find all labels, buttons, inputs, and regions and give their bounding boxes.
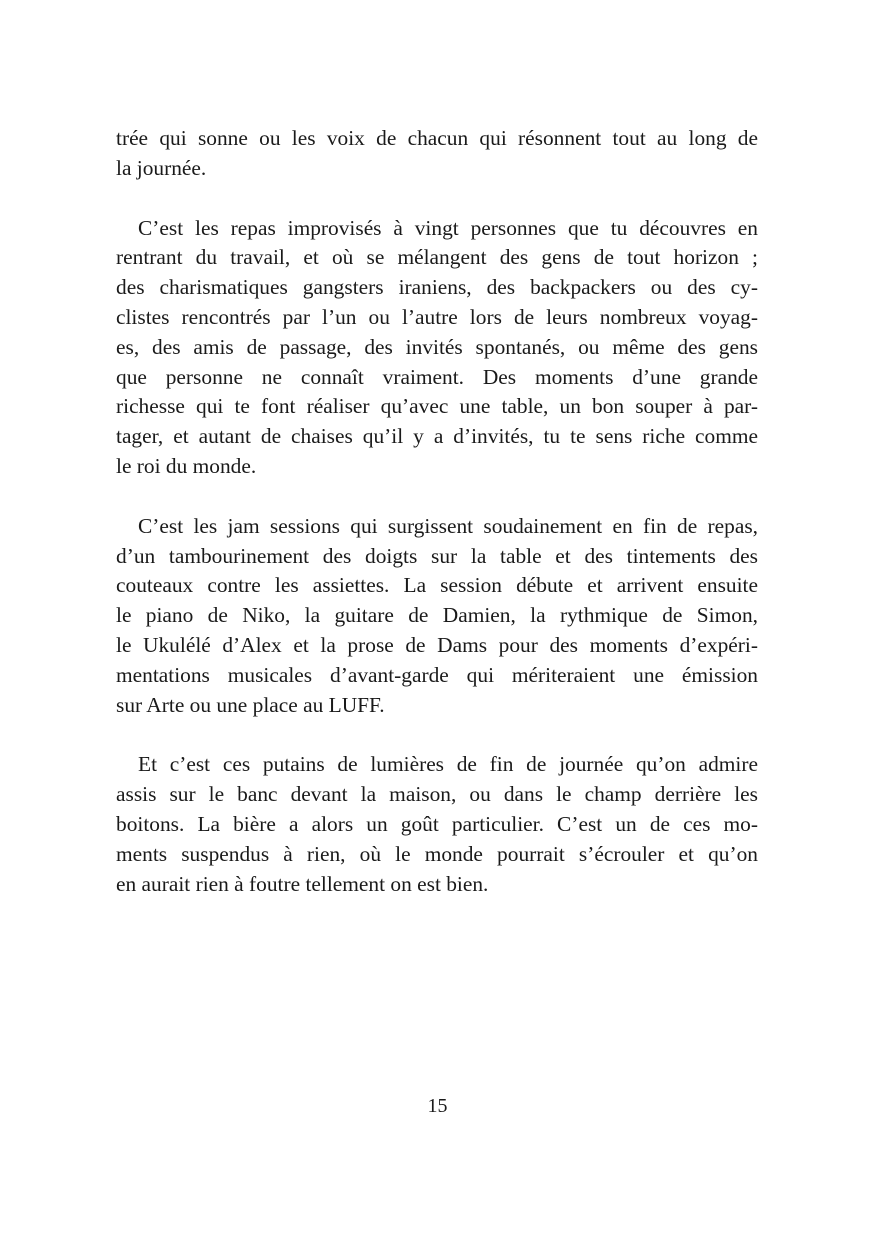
text-line: clistes rencontrés par l’un ou l’autre lors de leurs nombreux voyag- <box>116 304 758 329</box>
text-line: sur Arte ou une place au LUFF. <box>116 692 385 717</box>
text-line: la journée. <box>116 155 207 180</box>
text-line: rentrant du travail, et où se mélangent des gens de tout horizon ; <box>116 245 758 270</box>
text-line: le piano de Niko, la guitare de Damien, la rythmique de Simon, <box>116 603 758 628</box>
text-line: couteaux contre les assiettes. La session débute et arrivent ensuite <box>116 573 758 598</box>
paragraph <box>116 750 758 899</box>
page-number: 15 <box>427 1095 448 1117</box>
paragraph <box>116 214 758 482</box>
text-line: es, des amis de passage, des invités spontanés, ou même des gens <box>116 334 758 359</box>
text-line: C’est les repas improvisés à vingt personnes que tu découvres en <box>138 215 758 240</box>
text-line: que personne ne connaît vraiment. Des moments d’une grande <box>116 364 758 389</box>
text-line: ments suspendus à rien, où le monde pourrait s’écrouler et qu’on <box>116 841 758 866</box>
text-line: d’un tambourinement des doigts sur la table et des tintements des <box>116 543 758 568</box>
paragraph <box>116 512 758 721</box>
text-line: assis sur le banc devant la maison, ou dans le champ derrière les <box>116 782 758 807</box>
text-line: richesse qui te font réaliser qu’avec une table, un bon souper à par- <box>116 394 758 419</box>
text-line: tager, et autant de chaises qu’il y a d’invités, tu te sens riche comme <box>116 424 758 449</box>
text-line: trée qui sonne ou les voix de chacun qui résonnent tout au long de <box>116 126 758 150</box>
body-text <box>116 124 758 929</box>
text-line: boitons. La bière a alors un goût particulier. C’est un de ces mo- <box>116 811 758 836</box>
text-line: le roi du monde. <box>116 453 257 478</box>
text-line: C’est les jam sessions qui surgissent soudainement en fin de repas, <box>138 513 758 538</box>
text-line: des charismatiques gangsters iraniens, des backpackers ou des cy- <box>116 275 758 300</box>
text-line: le Ukulélé d’Alex et la prose de Dams pour des moments d’expéri- <box>116 632 758 657</box>
text-line: en aurait rien à foutre tellement on est bien. <box>116 871 489 896</box>
paragraph <box>116 124 758 184</box>
text-line: Et c’est ces putains de lumières de fin de journée qu’on admire <box>138 752 758 777</box>
text-line: mentations musicales d’avant-garde qui mériteraient une émission <box>116 662 758 687</box>
